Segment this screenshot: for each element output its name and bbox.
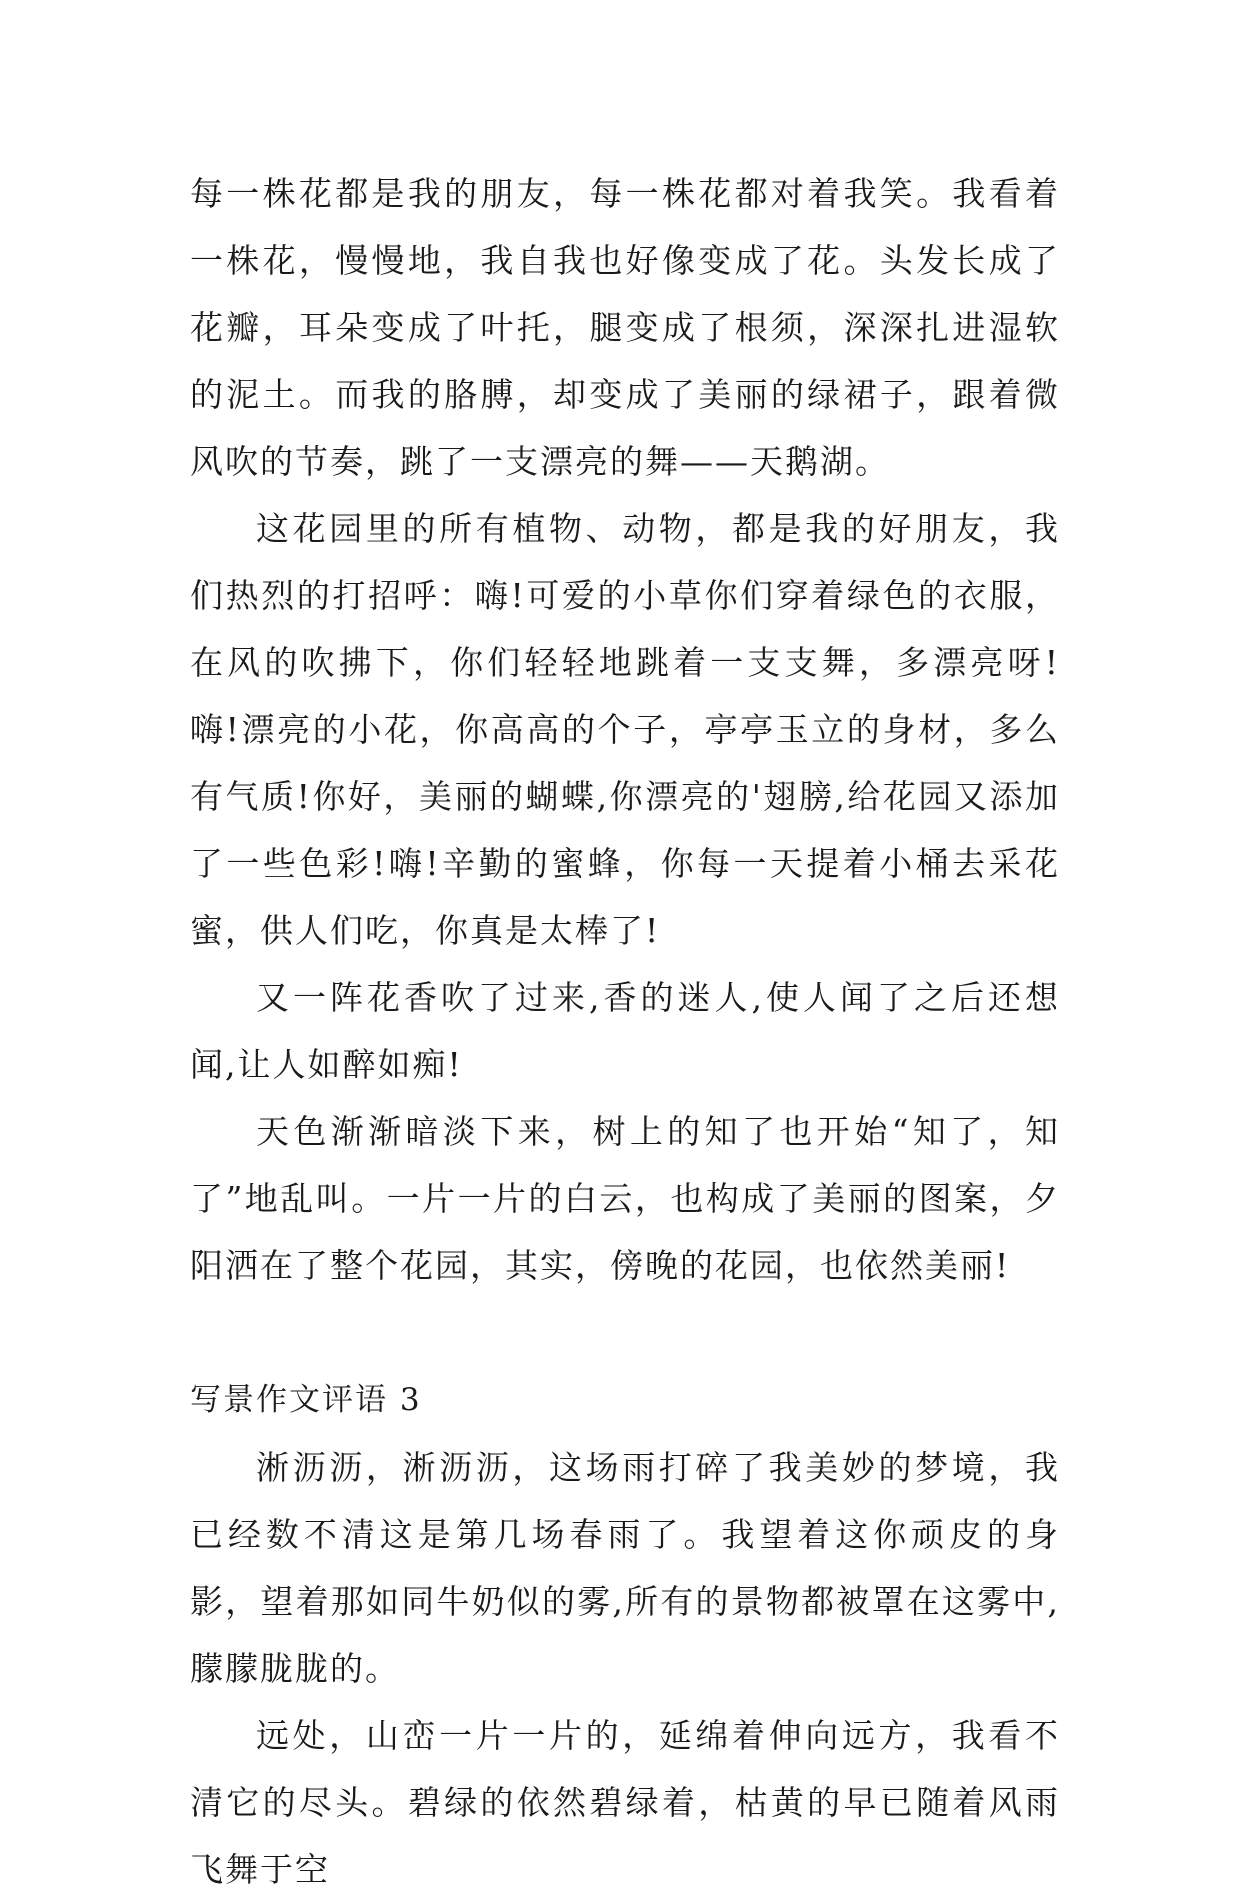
paragraph-flower-friends: 每一株花都是我的朋友，每一株花都对着我笑。我看着一株花，慢慢地，我自我也好像变成了花。头发长成了花瓣，耳朵变成了叶托，腿变成了根须，深深扎进湿软的泥土。而我的胳膊，却变成了美丽的绿裙子，跟着微风吹的节奏，跳了一支漂亮的舞——天鹅湖。: [190, 174, 1060, 481]
paragraph-flower-scent: 又一阵花香吹了过来,香的迷人,使人闻了之后还想闻,让人如醉如痴!: [190, 978, 1060, 1084]
paragraph-evening-garden: 天色渐渐暗淡下来，树上的知了也开始“知了，知了”地乱叫。一片一片的白云，也构成了美丽的图案，夕阳洒在了整个花园，其实，傍晚的花园，也依然美丽!: [190, 1112, 1060, 1285]
document-page: [190, 160, 1060, 1903]
paragraph-garden-greetings: 这花园里的所有植物、动物，都是我的好朋友，我们热烈的打招呼：嗨!可爱的小草你们穿着绿色的衣服，在风的吹拂下，你们轻轻地跳着一支支舞，多漂亮呀!嗨!漂亮的小花，你高高的个子，亭亭玉立的身材，多么有气质!你好，美丽的蝴蝶,你漂亮的'翅膀,给花园又添加了一些色彩!嗨!辛勤的蜜蜂，你每一天提着小桶去采花蜜，供人们吃，你真是太棒了!: [190, 509, 1060, 950]
paragraph-spring-rain: 淅沥沥，淅沥沥，这场雨打碎了我美妙的梦境，我已经数不清这是第几场春雨了。我望着这你顽皮的身影，望着那如同牛奶似的雾,所有的景物都被罩在这雾中,朦朦胧胧的。: [190, 1448, 1060, 1688]
section-heading: 写景作文评语 3: [190, 1382, 422, 1418]
paragraph-distant-mountains: 远处，山峦一片一片的，延绵着伸向远方，我看不清它的尽头。碧绿的依然碧绿着，枯黄的早已随着风雨飞舞于空: [190, 1716, 1060, 1889]
